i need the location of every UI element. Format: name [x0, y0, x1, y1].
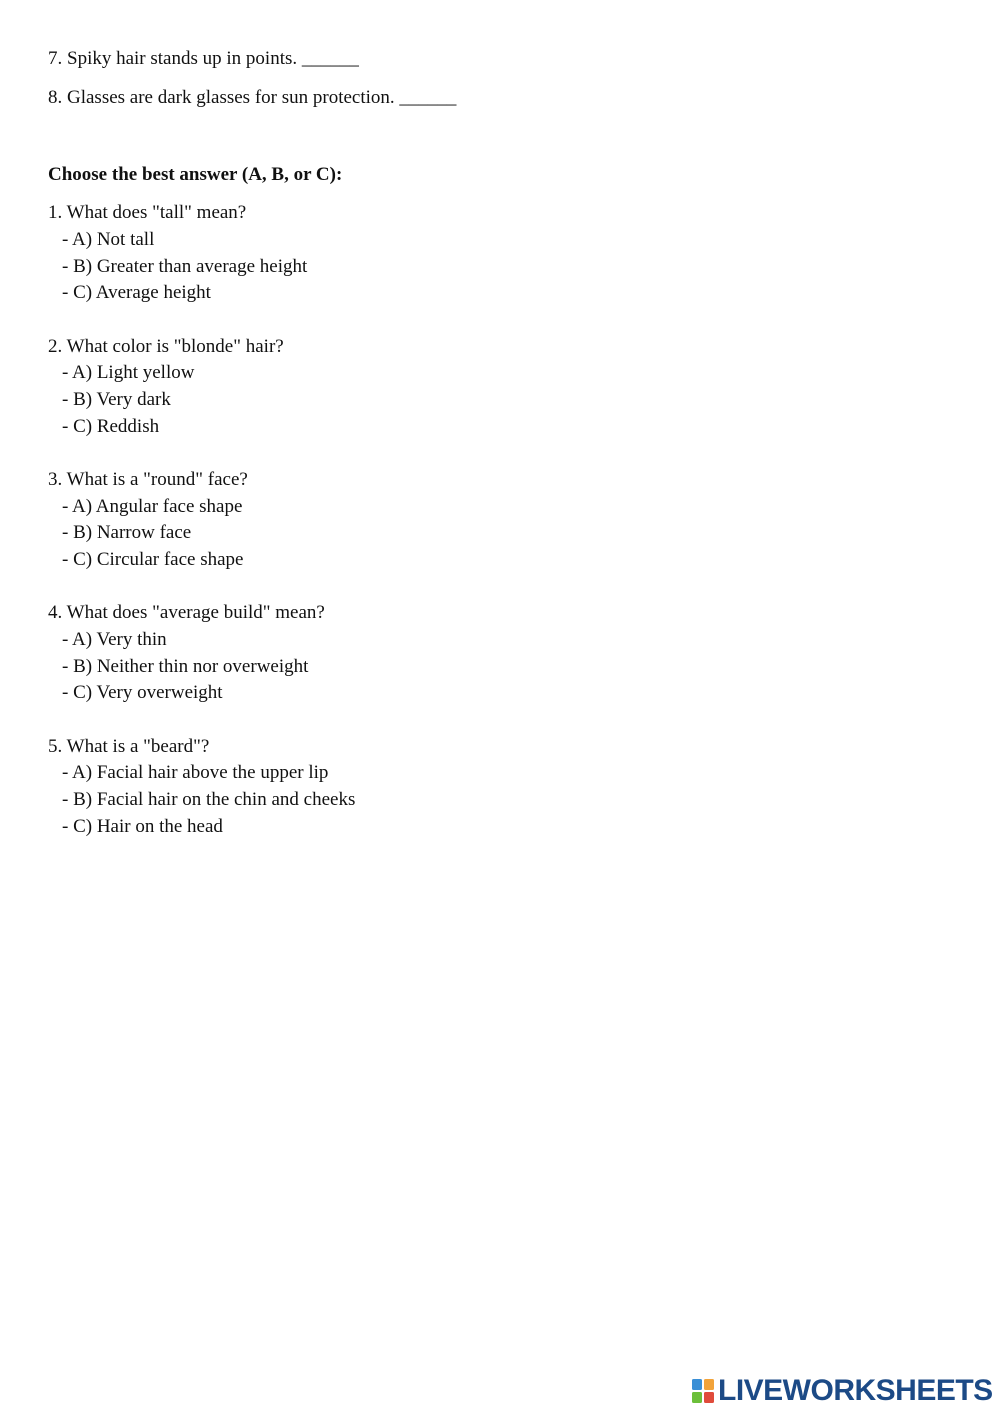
question-2-option-c: - C) Reddish — [62, 416, 160, 437]
liveworksheets-logo — [692, 1374, 993, 1408]
question-1: 1. What does "tall" mean? — [48, 202, 247, 223]
question-3-option-c: - C) Circular face shape — [62, 549, 244, 570]
question-5-option-b: - B) Facial hair on the chin and cheeks — [62, 789, 356, 810]
question-4-option-b: - B) Neither thin nor overweight — [62, 656, 309, 677]
question-1-option-a: - A) Not tall — [62, 229, 155, 250]
question-5-option-a: - A) Facial hair above the upper lip — [62, 762, 329, 783]
question-4: 4. What does "average build" mean? — [48, 602, 325, 623]
question-4-option-c: - C) Very overweight — [62, 682, 223, 703]
question-1-option-b: - B) Greater than average height — [62, 256, 308, 277]
liveworksheets-logo-icon — [692, 1379, 714, 1403]
question-2: 2. What color is "blonde" hair? — [48, 336, 284, 357]
question-3-option-a: - A) Angular face shape — [62, 496, 243, 517]
question-2-option-b: - B) Very dark — [62, 389, 171, 410]
statement-8: 8. Glasses are dark glasses for sun protection. ______ — [48, 87, 457, 108]
question-1-option-c: - C) Average height — [62, 282, 211, 303]
section-heading: Choose the best answer (A, B, or C): — [48, 164, 343, 185]
statement-7: 7. Spiky hair stands up in points. ______ — [48, 48, 359, 69]
question-3-option-b: - B) Narrow face — [62, 522, 192, 543]
question-5: 5. What is a "beard"? — [48, 736, 210, 757]
logo-text: LIVEWORKSHEETS — [718, 1374, 993, 1407]
question-5-option-c: - C) Hair on the head — [62, 816, 223, 837]
question-2-option-a: - A) Light yellow — [62, 362, 195, 383]
question-4-option-a: - A) Very thin — [62, 629, 167, 650]
question-3: 3. What is a "round" face? — [48, 469, 248, 490]
